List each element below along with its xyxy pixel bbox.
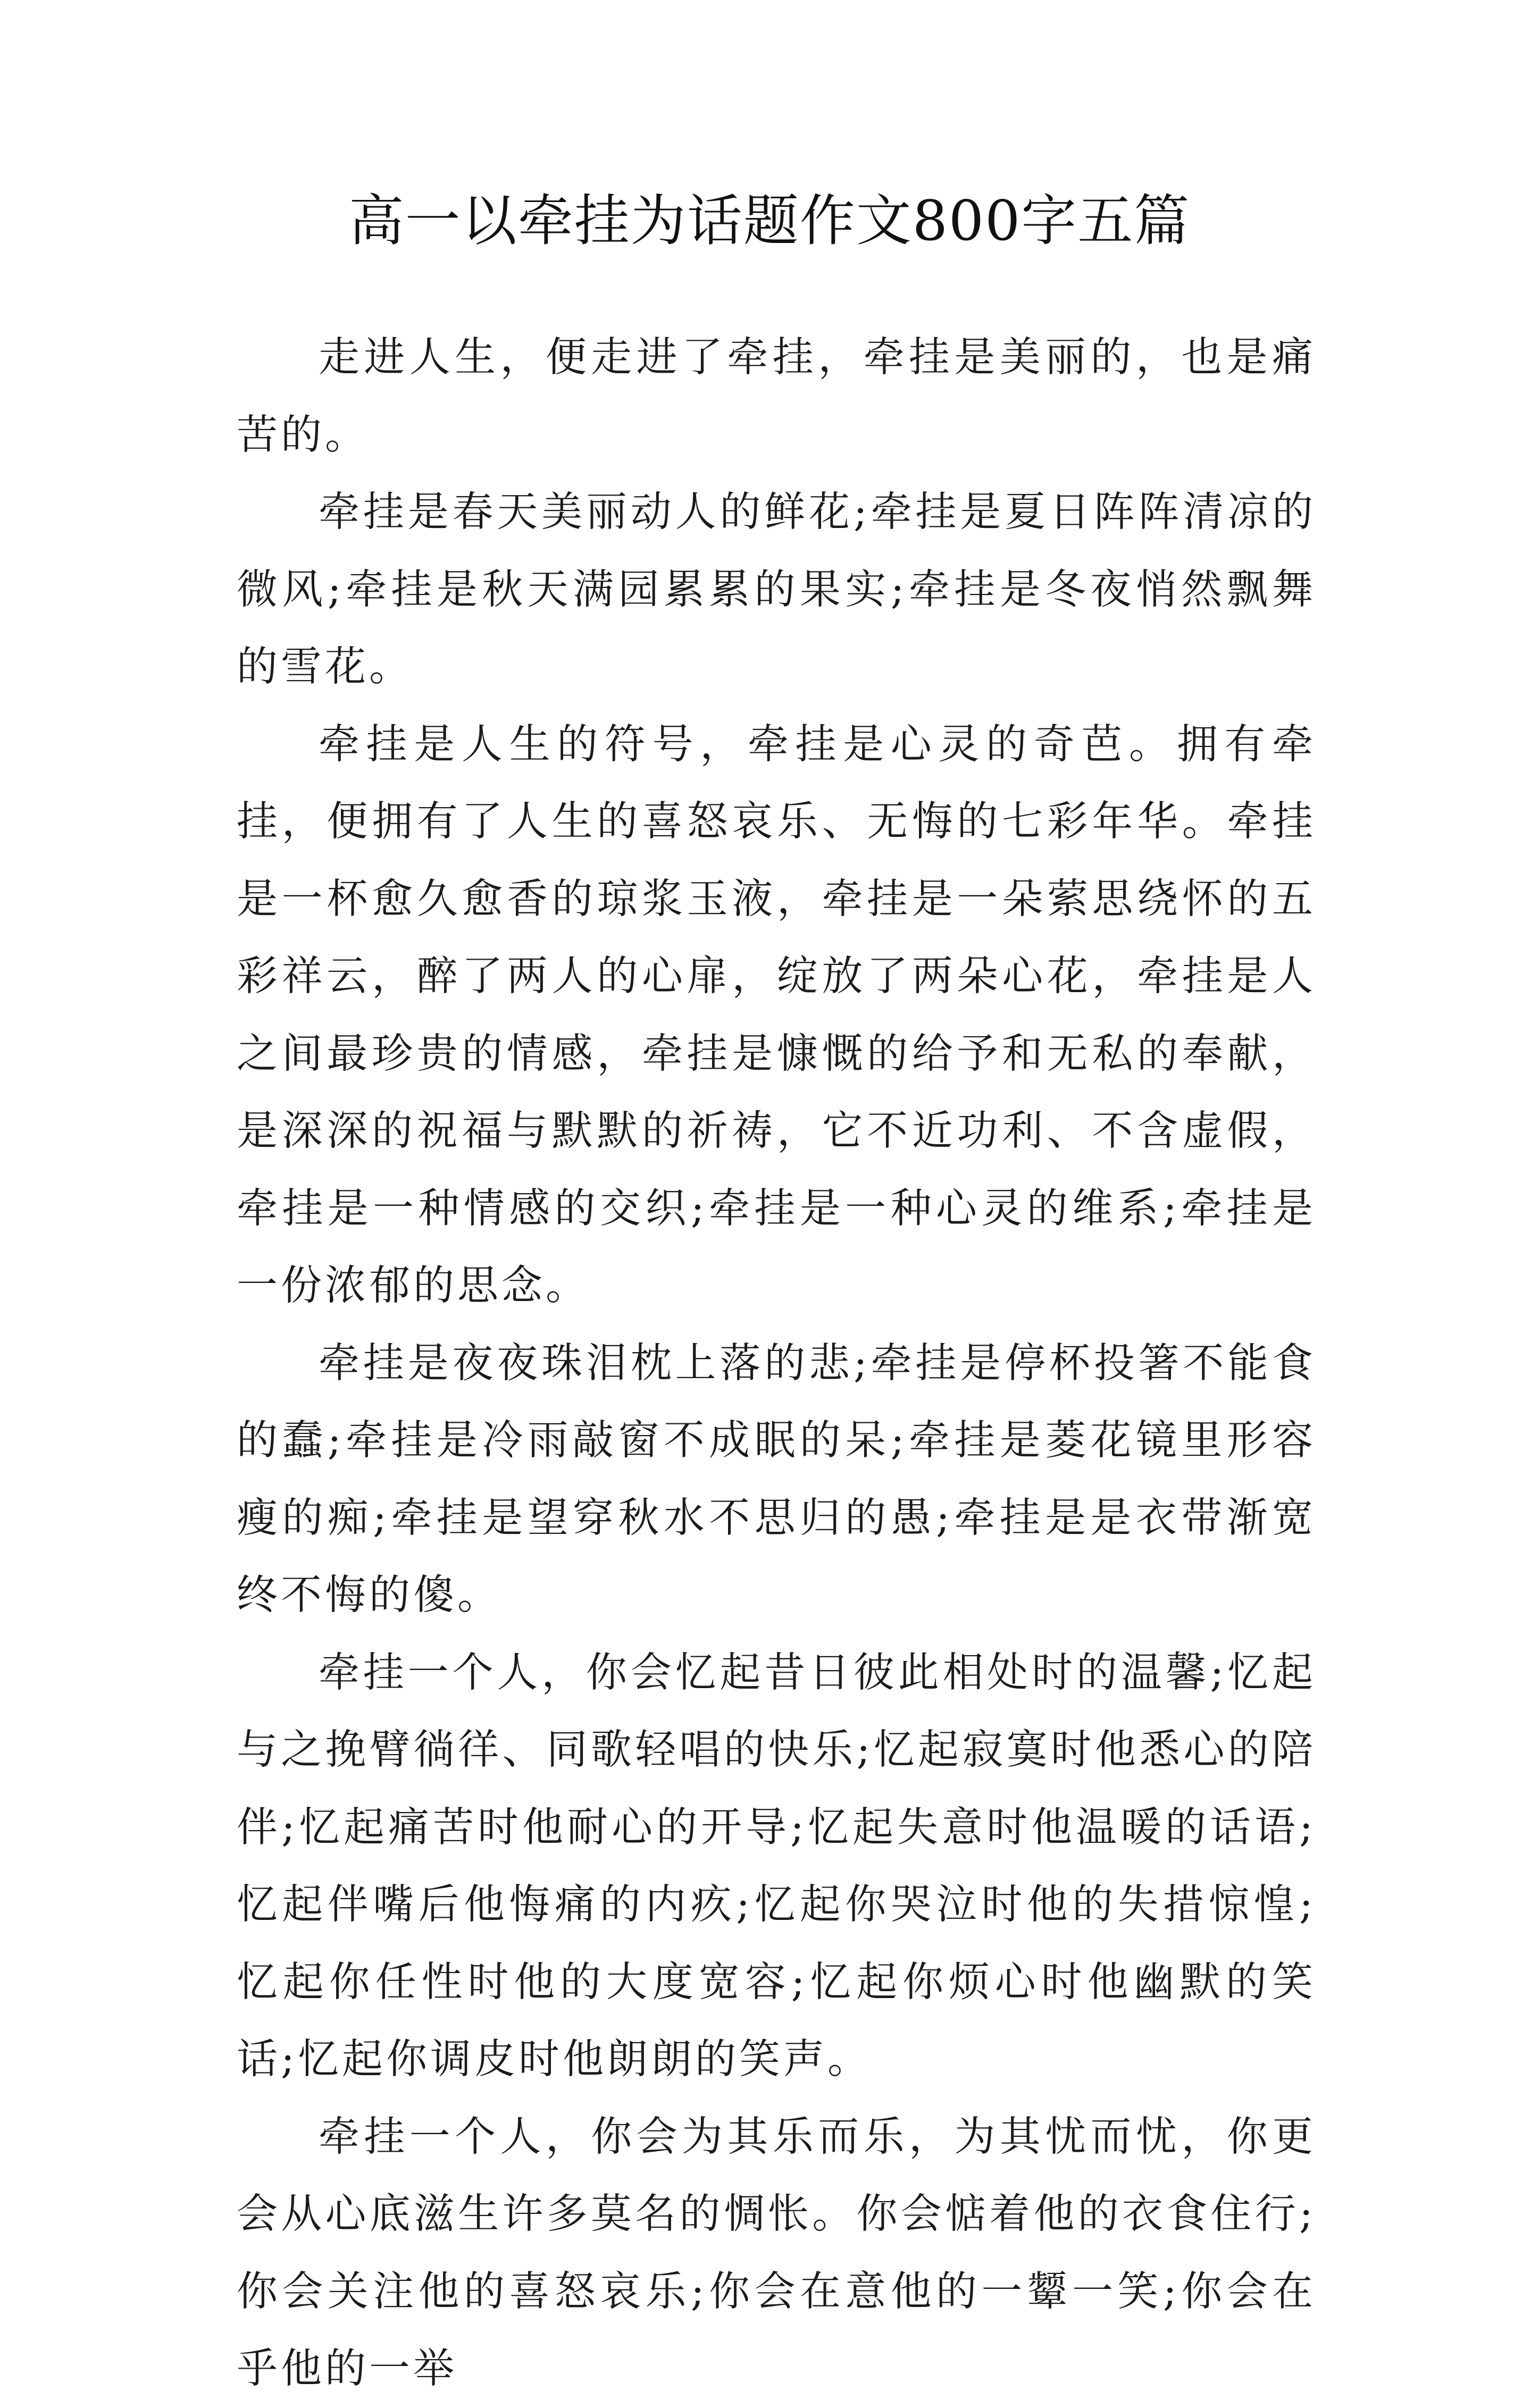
- paragraph: 牵挂是夜夜珠泪枕上落的悲;牵挂是停杯投箸不能食的蠢;牵挂是冷雨敲窗不成眠的呆;牵挂是菱花镜里形容瘦的痴;牵挂是望穿秋水不思归的愚;牵挂是是衣带渐宽终不悔的傻。: [237, 1339, 1316, 1619]
- document-title: 高一以牵挂为话题作文800字五篇: [348, 188, 1191, 253]
- paragraph: 牵挂是人生的符号，牵挂是心灵的奇芭。拥有牵挂，便拥有了人生的喜怒哀乐、无悔的七彩年华。牵挂是一杯愈久愈香的琼浆玉液，牵挂是一朵萦思绕怀的五彩祥云，醉了两人的心扉，绽放了两朵心花，牵挂是人之间最珍贵的情感，牵挂是慷慨的给予和无私的奉献，是深深的祝福与默默的祈祷，它不近功利、不含虚假，牵挂是一种情感的交织;牵挂是一种心灵的维系;牵挂是一份浓郁的思念。: [237, 720, 1316, 1310]
- paragraph: 牵挂是春天美丽动人的鲜花;牵挂是夏日阵阵清凉的微风;牵挂是秋天满园累累的果实;牵挂是冬夜悄然飘舞的雪花。: [237, 489, 1316, 691]
- paragraph: 走进人生，便走进了牵挂，牵挂是美丽的，也是痛苦的。: [237, 334, 1316, 459]
- paragraph: 牵挂一个人，你会忆起昔日彼此相处时的温馨;忆起与之挽臂徜徉、同歌轻唱的快乐;忆起寂寞时他悉心的陪伴;忆起痛苦时他耐心的开导;忆起失意时他温暖的话语;忆起伴嘴后他悔痛的内疚;忆起你哭泣时他的失措惊惶;忆起你任性时他的大度宽容;忆起你烦心时他幽默的笑话;忆起你调皮时他朗朗的笑声。: [237, 1649, 1316, 2083]
- document-body: [237, 319, 1316, 2408]
- paragraph: 牵挂一个人，你会为其乐而乐，为其忧而忧，你更会从心底滋生许多莫名的惆怅。你会惦着他的衣食住行;你会关注他的喜怒哀乐;你会在意他的一颦一笑;你会在乎他的一举: [237, 2113, 1316, 2393]
